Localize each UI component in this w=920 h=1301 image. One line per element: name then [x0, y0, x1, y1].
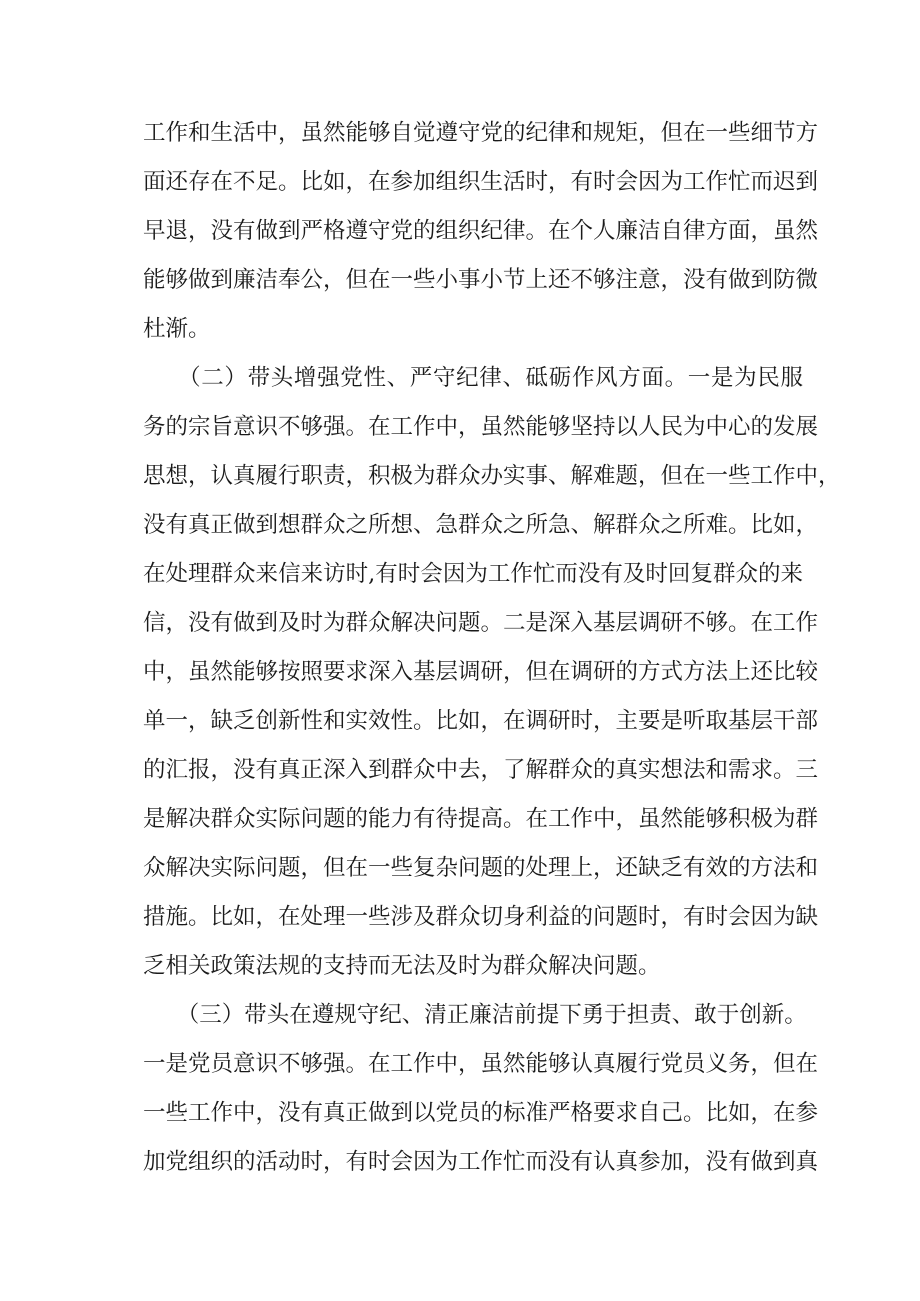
document-body	[143, 109, 841, 1187]
text-line: 中，虽然能够按照要求深入基层调研，但在调研的方式方法上还比较	[143, 659, 819, 685]
section-heading-line: （三）带头在遵规守纪、清正廉洁前提下勇于担责、敢于创新。	[143, 1002, 807, 1028]
section-heading-line: （二）带头增强党性、严守纪律、砥砺作风方面。一是为民服	[143, 365, 803, 391]
text-line: 思想，认真履行职责，积极为群众办实事、解难题，但在一些工作中，	[143, 463, 841, 489]
text-line: 没有真正做到想群众之所想、急群众之所急、解群众之所难。比如，	[143, 512, 819, 538]
text-line: 能够做到廉洁奉公，但在一些小事小节上还不够注意，没有做到防微	[143, 267, 819, 293]
text-line: 面还存在不足。比如，在参加组织生活时，有时会因为工作忙而迟到	[143, 169, 819, 195]
text-line: 工作和生活中，虽然能够自觉遵守党的纪律和规矩，但在一些细节方	[143, 120, 819, 146]
text-line: 单一，缺乏创新性和实效性。比如，在调研时，主要是听取基层干部	[143, 708, 819, 734]
text-line: 乏相关政策法规的支持而无法及时为群众解决问题。	[143, 953, 661, 979]
text-line: 早退，没有做到严格遵守党的组织纪律。在个人廉洁自律方面，虽然	[143, 218, 819, 244]
text-line: 一是党员意识不够强。在工作中，虽然能够认真履行党员义务，但在	[143, 1051, 819, 1077]
text-line: 加党组织的活动时，有时会因为工作忙而没有认真参加，没有做到真	[143, 1149, 819, 1175]
text-line: 信，没有做到及时为群众解决问题。二是深入基层调研不够。在工作	[143, 610, 819, 636]
text-line: 在处理群众来信来访时,有时会因为工作忙而没有及时回复群众的来	[143, 561, 803, 587]
text-line: 措施。比如，在处理一些涉及群众切身利益的问题时，有时会因为缺	[143, 904, 819, 930]
text-line: 务的宗旨意识不够强。在工作中，虽然能够坚持以人民为中心的发展	[143, 414, 819, 440]
text-line: 众解决实际问题，但在一些复杂问题的处理上，还缺乏有效的方法和	[143, 855, 819, 881]
text-line: 一些工作中，没有真正做到以党员的标准严格要求自己。比如，在参	[143, 1100, 819, 1126]
text-line: 的汇报，没有真正深入到群众中去，了解群众的真实想法和需求。三	[143, 757, 819, 783]
text-line: 杜渐。	[143, 316, 211, 342]
text-line: 是解决群众实际问题的能力有待提高。在工作中，虽然能够积极为群	[143, 806, 819, 832]
